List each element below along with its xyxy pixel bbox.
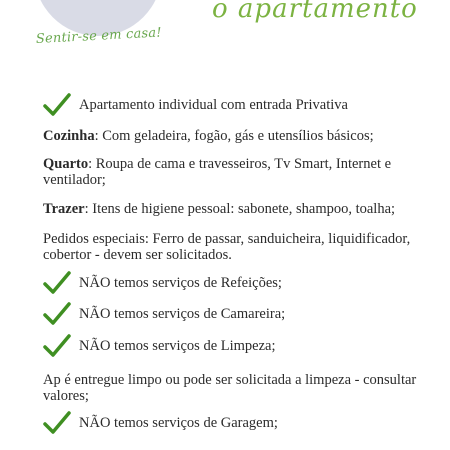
list-item-no-cleaning bbox=[43, 333, 276, 359]
list-item-no-housekeeping bbox=[43, 301, 285, 327]
item-text: NÃO temos serviços de Garagem; bbox=[79, 414, 278, 431]
item-text: NÃO temos serviços de Camareira; bbox=[79, 305, 286, 322]
item-label: Cozinha bbox=[43, 128, 95, 144]
checkmark-icon bbox=[43, 301, 71, 327]
item-text: Apartamento individual com entrada Privativa bbox=[79, 96, 348, 113]
item-text: : Roupa de cama e travesseiros, Tv Smart, Internet e ventilador; bbox=[43, 156, 392, 188]
checkmark-icon bbox=[43, 92, 71, 118]
checkmark-icon bbox=[43, 410, 71, 436]
item-text: Ap é entregue limpo ou pode ser solicitada a limpeza - consultar valores; bbox=[43, 372, 417, 404]
list-item-private-entrance bbox=[43, 92, 348, 118]
logo-tagline: Sentir-se em casa! bbox=[35, 25, 163, 47]
list-item-no-garage bbox=[43, 410, 278, 436]
item-text: : Itens de higiene pessoal: sabonete, shampoo, toalha; bbox=[84, 201, 396, 217]
list-item-cleaning-note bbox=[43, 372, 428, 404]
page-title: o apartamento bbox=[212, 0, 418, 24]
list-item-no-meals bbox=[43, 270, 282, 296]
item-text: NÃO temos serviços de Refeições; bbox=[79, 274, 282, 291]
item-text: : Com geladeira, fogão, gás e utensílios básicos; bbox=[94, 128, 374, 144]
list-item-kitchen bbox=[43, 128, 374, 144]
list-item-bring bbox=[43, 201, 395, 217]
item-text: Pedidos especiais: Ferro de passar, sanduicheira, liquidificador, cobertor - devem ser solicitados. bbox=[43, 231, 411, 263]
checkmark-icon bbox=[43, 270, 71, 296]
list-item-bedroom bbox=[43, 156, 443, 188]
item-label: Quarto bbox=[43, 156, 89, 172]
list-item-special-requests bbox=[43, 231, 443, 263]
checkmark-icon bbox=[43, 333, 71, 359]
item-label: Trazer bbox=[43, 201, 85, 217]
item-text: NÃO temos serviços de Limpeza; bbox=[79, 337, 276, 354]
